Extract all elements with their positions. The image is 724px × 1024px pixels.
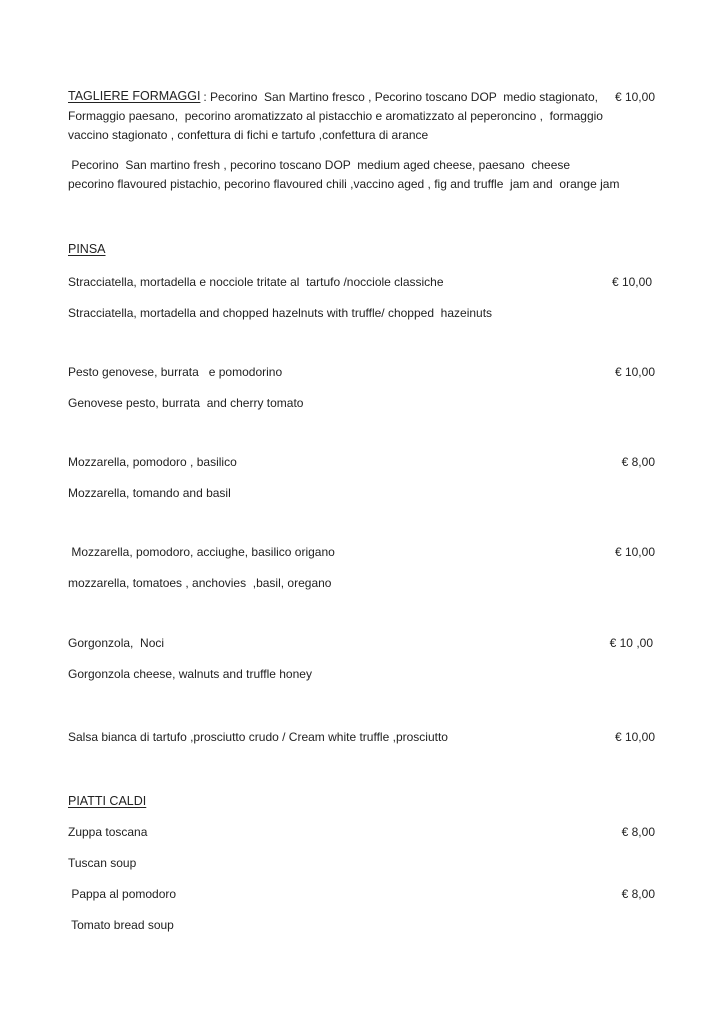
piatti-item-2-italian: Pappa al pomodoro <box>68 887 177 901</box>
pinsa-item-6-description: Salsa bianca di tartufo ,prosciutto crudo / Cream white truffle ,prosciutto <box>68 730 448 744</box>
pinsa-item-1-italian: Stracciatella, mortadella e nocciole tritate al tartufo /nocciole classiche <box>68 275 444 289</box>
tagliere-title: TAGLIERE FORMAGGI <box>68 89 201 103</box>
piatti-item-1-italian: Zuppa toscana <box>68 825 148 839</box>
pinsa-item-5-english: Gorgonzola cheese, walnuts and truffle honey <box>68 667 312 681</box>
pinsa-item-5-italian: Gorgonzola, Noci <box>68 636 165 650</box>
piatti-item-1-price: € 8,00 <box>621 825 655 839</box>
tagliere-price: € 10,00 <box>614 90 655 104</box>
pinsa-item-5-price: € 10 ,00 <box>609 636 653 650</box>
pinsa-item-1-english: Stracciatella, mortadella and chopped hazelnuts with truffle/ chopped hazeinuts <box>68 306 493 320</box>
pinsa-item-2-italian: Pesto genovese, burrata e pomodorino <box>68 365 283 379</box>
tagliere-description-line-3: vaccino stagionato , confettura di fichi e tartufo ,confettura di arance <box>68 128 429 142</box>
piatti-caldi-section-title: PIATTI CALDI <box>68 794 147 808</box>
pinsa-item-4-italian: Mozzarella, pomodoro, acciughe, basilico origano <box>68 545 335 559</box>
pinsa-item-3-italian: Mozzarella, pomodoro , basilico <box>68 455 237 469</box>
pinsa-item-2-price: € 10,00 <box>614 365 655 379</box>
pinsa-item-4-english: mozzarella, tomatoes , anchovies ,basil, oregano <box>68 576 332 590</box>
pinsa-item-3-price: € 8,00 <box>621 455 655 469</box>
tagliere-description-line-2: Formaggio paesano, pecorino aromatizzato al pistacchio e aromatizzato al peperoncino , formaggio <box>68 109 603 123</box>
pinsa-item-2-english: Genovese pesto, burrata and cherry tomato <box>68 396 304 410</box>
pinsa-item-3-english: Mozzarella, tomando and basil <box>68 486 231 500</box>
piatti-item-1-english: Tuscan soup <box>68 856 137 870</box>
tagliere-english-line-2: pecorino flavoured pistachio, pecorino flavoured chili ,vaccino aged , fig and truffle jam and orange jam <box>68 177 620 191</box>
tagliere-description-line-1: : Pecorino San Martino fresco , Pecorino toscano DOP medio stagionato, <box>200 90 598 104</box>
piatti-item-2-price: € 8,00 <box>621 887 655 901</box>
pinsa-section-title: PINSA <box>68 242 106 256</box>
tagliere-english-line-1: Pecorino San martino fresh , pecorino toscano DOP medium aged cheese, paesano cheese <box>68 158 571 172</box>
pinsa-item-4-price: € 10,00 <box>614 545 655 559</box>
pinsa-item-1-price: € 10,00 <box>611 275 652 289</box>
piatti-item-2-english: Tomato bread soup <box>68 918 174 932</box>
pinsa-item-6-price: € 10,00 <box>614 730 655 744</box>
